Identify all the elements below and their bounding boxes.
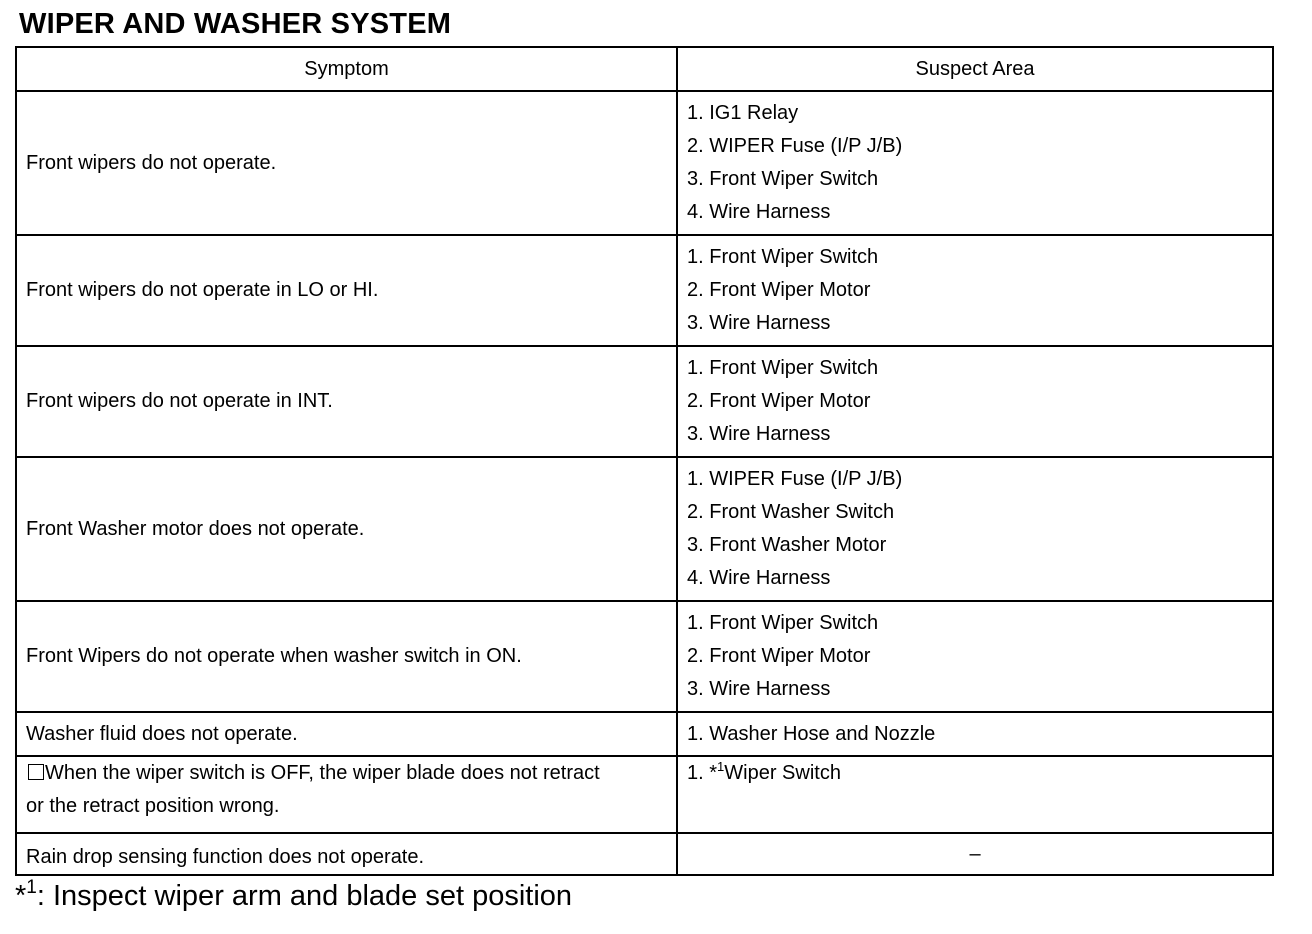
table-row [16,756,1273,833]
suspect-area-item: 3. Wire Harness [687,423,831,445]
footnote-marker: * [15,880,27,912]
symptom-text-line1: When the wiper switch is OFF, the wiper blade does not retract [45,762,600,784]
suspect-area-item: 2. WIPER Fuse (I/P J/B) [687,135,903,157]
suspect-area-item: – [969,842,981,865]
suspect-area-item: 4. Wire Harness [687,201,831,223]
suspect-area-item: 1. Washer Hose and Nozzle [687,722,936,745]
suspect-area-item: 4. Wire Harness [687,567,831,589]
symptom-cell [16,756,677,833]
symptom-text-line2: or the retract position wrong. [26,795,280,817]
symptom-cell [16,712,677,756]
suspect-area-cell [677,756,1273,833]
suspect-area-item [687,757,1272,790]
checkbox-glyph [28,764,44,780]
suspect-area-cell [677,235,1273,346]
suspect-area-item: 3. Front Wiper Switch [687,168,879,190]
symptom-text: Front wipers do not operate. [26,151,277,174]
suspect-area-item: 3. Wire Harness [687,312,831,334]
table-row [16,91,1273,235]
footnote-ref-sup: 1 [717,759,725,774]
symptom-cell [16,91,677,235]
suspect-area-cell [677,833,1273,875]
symptom-text: Front wipers do not operate in INT. [26,390,333,412]
symptom-text: Front Wipers do not operate when washer switch in ON. [26,645,522,667]
footnote-sup: 1 [26,877,37,898]
symptom-text: Washer fluid does not operate. [26,722,298,745]
symptom-text: Front Washer motor does not operate. [26,517,365,540]
table-row [16,712,1273,756]
suspect-area-item: 1. Front Wiper Switch [687,246,879,268]
symptom-cell [16,457,677,601]
symptom-cell [16,601,677,712]
suspect-area-cell [677,601,1273,712]
header-symptom: Symptom [16,47,677,91]
suspect-area-item: 2. Front Wiper Motor [687,279,871,301]
page-title: WIPER AND WASHER SYSTEM [19,8,452,40]
suspect-area-cell [677,91,1273,235]
suspect-area-item: 2. Front Washer Switch [687,501,895,523]
symptom-table [15,46,1272,876]
symptom-cell [16,235,677,346]
symptom-text: Front wipers do not operate in LO or HI. [26,279,379,301]
suspect-area-cell [677,346,1273,457]
header-suspect-area: Suspect Area [677,47,1273,91]
suspect-area-item: 3. Wire Harness [687,678,831,700]
table-row [16,457,1273,601]
symptom-text: Rain drop sensing function does not operate. [26,846,425,868]
footnote-text: : Inspect wiper arm and blade set position [36,880,573,912]
suspect-area-item: 1. IG1 Relay [687,102,799,124]
table-row [16,833,1273,875]
symptom-cell [16,346,677,457]
footnote [15,876,572,916]
suspect-area-item: 1. Front Wiper Switch [687,357,879,379]
suspect-area-cell [677,457,1273,601]
symptom-cell [16,833,677,875]
area-prefix: 1. * [687,762,718,784]
suspect-area-item: 2. Front Wiper Motor [687,390,871,412]
suspect-area-cell [677,712,1273,756]
suspect-area-item: 1. Front Wiper Switch [687,612,879,634]
table-header-row [16,47,1273,91]
table-row [16,346,1273,457]
suspect-area-item: 3. Front Washer Motor [687,534,887,556]
suspect-area-item: 2. Front Wiper Motor [687,645,871,667]
table-row [16,235,1273,346]
suspect-area-item: 1. WIPER Fuse (I/P J/B) [687,468,903,490]
table-row [16,601,1273,712]
area-text: Wiper Switch [724,762,841,784]
symptom-text [26,757,668,790]
